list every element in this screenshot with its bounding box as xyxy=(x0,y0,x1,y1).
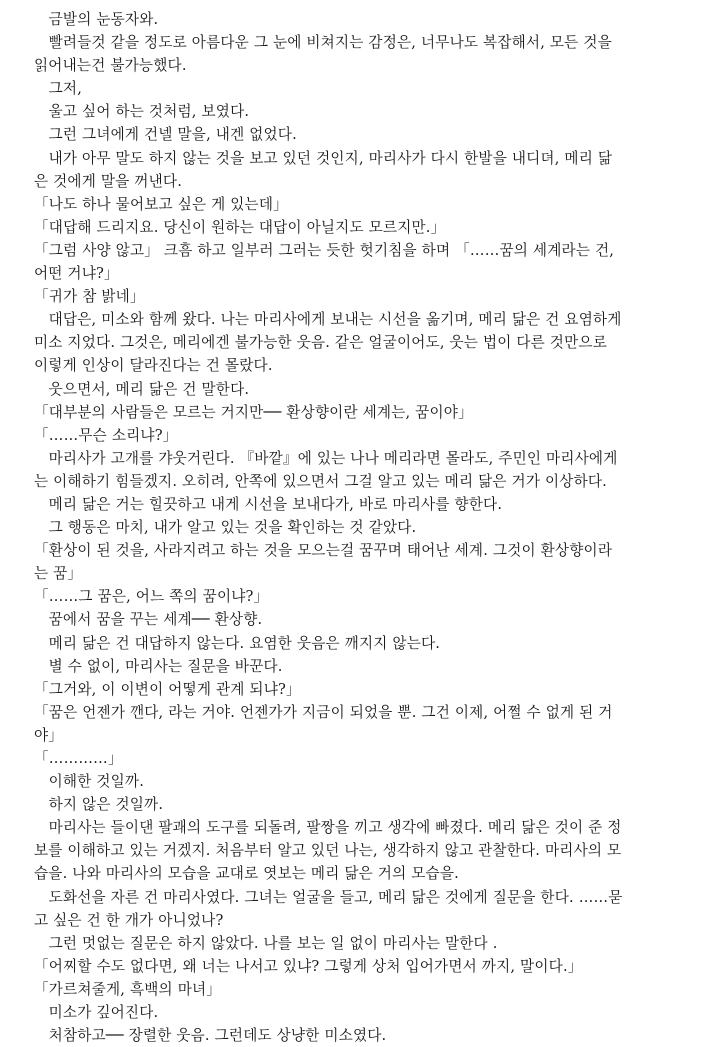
text-line: 어떤 거냐?」 xyxy=(34,265,119,283)
text-line: 「꿈은 언젠가 깬다, 라는 거야. 언젠가가 지금이 되었을 뿐. 그건 이제, 어쩔 수 없게 된 거 xyxy=(34,703,613,721)
text-line: 「나도 하나 물어보고 싶은 게 있는데」 xyxy=(34,195,288,213)
text-line: 그런 멋없는 질문은 하지 않았다. 나를 보는 일 없이 마리사는 말한다 . xyxy=(48,934,498,952)
text-line: 「환상이 된 것을, 사라지려고 하는 것을 모으는걸 꿈꾸며 태어난 세계. 그것이 환상향이라 xyxy=(34,542,613,560)
text-line: 별 수 없이, 마리사는 질문을 바꾼다. xyxy=(48,657,283,675)
text-line: 고 싶은 건 한 개가 아니었나? xyxy=(34,911,224,929)
text-line: 「어찌할 수도 없다면, 왜 너는 나서고 있냐? 그렇게 상처 입어가면서 까지, 말이다.」 xyxy=(34,957,583,975)
text-line: 꿈에서 꿈을 꾸는 세계── 환상향. xyxy=(48,611,263,629)
text-line: 읽어내는건 불가능했다. xyxy=(34,57,187,75)
text-line: 메리 닮은 건 대답하지 않는다. 요염한 웃음은 깨지지 않는다. xyxy=(48,634,441,652)
text-line: 는 이해하기 힘들겠지. 오히려, 안쪽에 있으면서 그걸 알고 있는 메리 닮은 거가 이상하다. xyxy=(34,472,608,490)
text-line: 마리사는 들이댄 팔괘의 도구를 되돌려, 팔짱을 끼고 생각에 빠졌다. 메리 닮은 것이 준 정 xyxy=(48,819,622,837)
text-line: 「대답해 드리지요. 당신이 원하는 대답이 아닐지도 모르지만.」 xyxy=(34,218,446,236)
text-line: 습을. 나와 마리사의 모습을 교대로 엿보는 메리 닮은 거의 모습을. xyxy=(34,865,459,883)
text-line: 「그거와, 이 이변이 어떻게 관계 되냐?」 xyxy=(34,680,301,698)
text-line: 는 꿈」 xyxy=(34,565,83,583)
text-line: 「그럼 사양 않고」 크흠 하고 일부러 그러는 듯한 헛기침을 하며 「……꿈의 세계라는 건, xyxy=(34,241,615,259)
text-line: 그런 그녀에게 건넬 말을, 내겐 없었다. xyxy=(48,126,297,144)
text-line: 웃으면서, 메리 닮은 건 말한다. xyxy=(48,380,250,398)
text-line: 도화선을 자른 건 마리사였다. 그녀는 얼굴을 들고, 메리 닮은 것에게 질문을 한다. ……묻 xyxy=(48,888,623,906)
text-line: 그저, xyxy=(48,80,83,98)
text-line: 처참하고── 장렬한 웃음. 그런데도 상냥한 미소였다. xyxy=(48,1027,387,1045)
text-line: 미소가 깊어진다. xyxy=(48,1004,159,1022)
text-line: 「대부분의 사람들은 모르는 거지만── 환상향이란 세계는, 꿈이야」 xyxy=(34,403,473,421)
text-line: 보를 이해하고 있는 거겠지. 처음부터 알고 있던 나는, 생각하지 않고 관찰한다. 마리사의 모 xyxy=(34,842,622,860)
text-line: 미소 지었다. 그것은, 메리에겐 불가능한 웃음. 같은 얼굴이어도, 웃는 법이 다른 것만으로 xyxy=(34,334,608,352)
text-line: 이렇게 인상이 달라진다는 건 몰랐다. xyxy=(34,357,273,375)
text-line: 「……무슨 소리냐?」 xyxy=(34,426,178,444)
text-line: 대답은, 미소와 함께 왔다. 나는 마리사에게 보내는 시선을 옮기며, 메리 닮은 건 요염하게 xyxy=(48,311,622,329)
text-line: 메리 닮은 거는 힐끗하고 내게 시선을 보내다가, 바로 마리사를 향한다. xyxy=(48,495,503,513)
text-line: 「가르쳐줄게, 흑백의 마녀」 xyxy=(34,980,222,998)
text-line: 울고 싶어 하는 것처럼, 보였다. xyxy=(48,103,250,121)
text-line: 내가 아무 말도 하지 않는 것을 보고 있던 것인지, 마리사가 다시 한발을 내디뎌, 메리 닮 xyxy=(48,149,613,167)
text-line: 「……그 꿈은, 어느 쪽의 꿈이냐?」 xyxy=(34,588,269,606)
text-line: 빨려들것 같을 정도로 아름다운 그 눈에 비쳐지는 감정은, 너무나도 복잡해서, 모든 것을 xyxy=(48,34,612,52)
text-line: 마리사가 고개를 갸웃거린다. 『바깥』에 있는 나나 메리라면 몰라도, 주민인 마리사에게 xyxy=(48,449,618,467)
text-line: 금발의 눈동자와. xyxy=(48,11,159,28)
text-line: 하지 않은 것일까. xyxy=(48,796,164,814)
text-line: 야」 xyxy=(34,726,64,744)
text-line: 은 것에게 말을 꺼낸다. xyxy=(34,172,183,190)
text-line: 그 행동은 마치, 내가 알고 있는 것을 확인하는 것 같았다. xyxy=(48,519,417,537)
text-line: 「귀가 참 밝네」 xyxy=(34,288,145,306)
text-line: 이해한 것일까. xyxy=(48,773,145,791)
text-line: 「…………」 xyxy=(34,750,123,767)
